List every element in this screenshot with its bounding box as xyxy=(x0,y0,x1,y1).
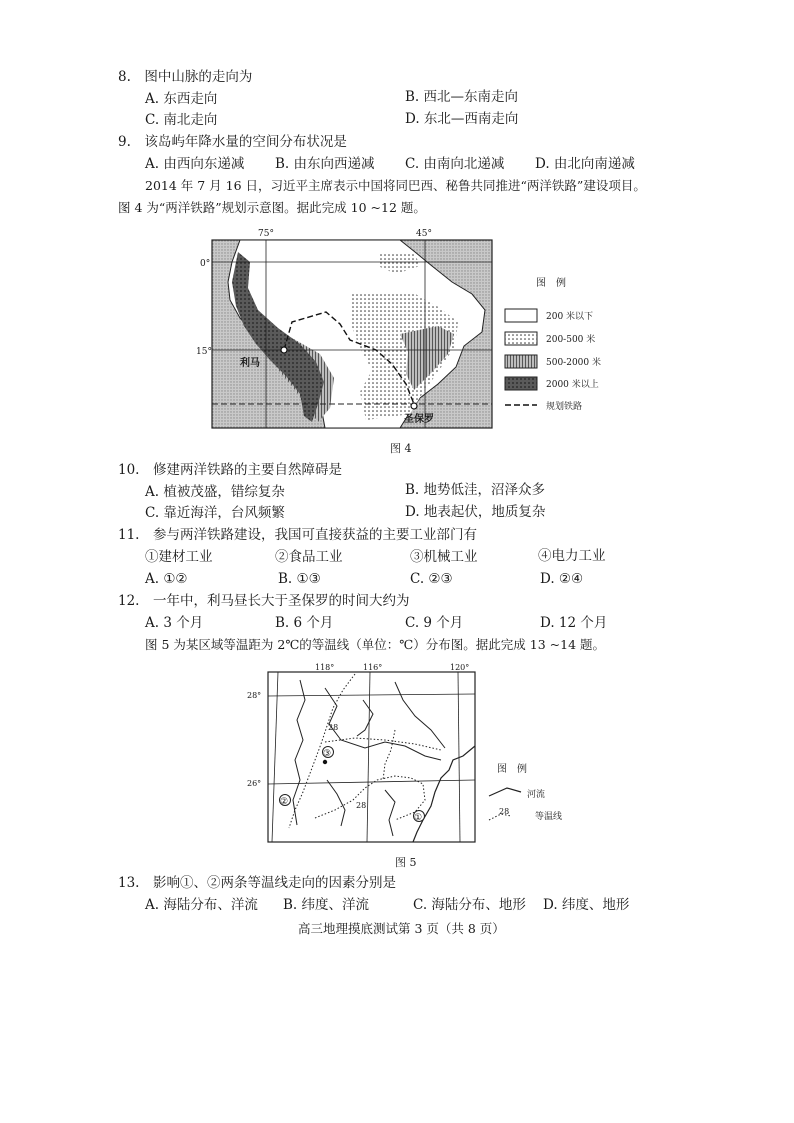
legend-railway: 规划铁路 xyxy=(546,402,583,412)
legend-above-2000: 2000 米以上 xyxy=(546,380,599,390)
q11-item-2: ②食品工业 xyxy=(275,549,343,565)
q13-option-a: A. 海陆分布、洋流 xyxy=(145,897,258,913)
q12-stem: 12. 一年中，利马昼长大于圣保罗的时间大约为 xyxy=(118,593,410,609)
label-lon-116: 116° xyxy=(363,663,383,672)
label-lon-75: 75° xyxy=(258,229,274,239)
intro-fig4-line1: 2014 年 7 月 16 日，习近平主席表示中国将同巴西、秘鲁共同推进“两洋铁路”建设项目。 xyxy=(145,178,646,193)
label-lon-120: 120° xyxy=(450,663,470,672)
q11-stem: 11. 参与两洋铁路建设，我国可直接获益的主要工业部门有 xyxy=(118,527,477,543)
q8-option-d: D. 东北—西南走向 xyxy=(405,111,519,127)
label-sao-paulo: 圣保罗 xyxy=(404,414,434,425)
iso-label-1: 28 xyxy=(328,723,339,732)
q12-option-b: B. 6 个月 xyxy=(275,615,334,631)
q11-item-3: ③机械工业 xyxy=(410,549,478,565)
q8-option-b: B. 西北—东南走向 xyxy=(405,89,519,105)
q8-stem: 8. 图中山脉的走向为 xyxy=(118,69,253,85)
label-lon-118: 118° xyxy=(315,663,335,672)
q10-stem: 10. 修建两洋铁路的主要自然障碍是 xyxy=(118,462,342,478)
page-footer: 高三地理摸底测试第 3 页（共 8 页） xyxy=(298,921,505,936)
q9-option-c: C. 由南向北递减 xyxy=(405,156,505,172)
sao-paulo-marker xyxy=(411,403,417,409)
figure-4-map xyxy=(196,222,640,457)
legend-isotherm: 等温线 xyxy=(535,812,563,822)
label-lat-0: 0° xyxy=(200,259,211,269)
legend-river: 河流 xyxy=(527,790,546,800)
legend-title: 图 例 xyxy=(536,278,566,289)
legend-500-2000: 500-2000 米 xyxy=(546,358,601,368)
q11-option-d: D. ②④ xyxy=(540,571,584,587)
figure-5-caption: 图 5 xyxy=(395,856,417,869)
marker-3: ③ xyxy=(323,749,332,759)
fig5-legend-title: 图 例 xyxy=(497,764,527,775)
lima-marker xyxy=(281,347,287,353)
q11-item-1: ①建材工业 xyxy=(145,549,213,565)
city-point xyxy=(323,760,327,764)
q8-option-c: C. 南北走向 xyxy=(145,112,218,128)
q11-option-c: C. ②③ xyxy=(410,571,453,587)
q12-option-a: A. 3 个月 xyxy=(145,615,204,631)
q10-option-b: B. 地势低洼，沼泽众多 xyxy=(405,482,546,498)
q12-option-c: C. 9 个月 xyxy=(405,615,464,631)
q8-option-a: A. 东西走向 xyxy=(145,91,218,107)
q10-option-c: C. 靠近海洋，台风频繁 xyxy=(145,505,285,521)
intro-fig5: 图 5 为某区域等温距为 2℃的等温线（单位：℃）分布图。据此完成 13 ~14 题。 xyxy=(145,637,605,652)
legend-below-200: 200 米以下 xyxy=(546,312,594,322)
marker-1: ① xyxy=(414,813,423,823)
q9-option-b: B. 由东向西递减 xyxy=(275,156,375,172)
q13-option-c: C. 海陆分布、地形 xyxy=(413,897,526,913)
label-lat-28: 28° xyxy=(247,691,262,700)
figure-5-map xyxy=(245,660,585,850)
q9-option-d: D. 由北向南递减 xyxy=(535,156,635,172)
legend-200-500: 200-500 米 xyxy=(546,335,596,345)
q9-option-a: A. 由西向东递减 xyxy=(145,156,245,172)
iso-label-2: 28 xyxy=(356,801,367,810)
q11-item-4: ④电力工业 xyxy=(538,548,606,564)
q13-option-b: B. 纬度、洋流 xyxy=(283,897,370,913)
label-lat-15: 15° xyxy=(196,347,212,357)
label-lat-26: 26° xyxy=(247,779,262,788)
marker-2: ② xyxy=(280,797,289,807)
q12-option-d: D. 12 个月 xyxy=(540,615,608,631)
q10-option-d: D. 地表起伏，地质复杂 xyxy=(405,504,546,520)
q11-option-b: B. ①③ xyxy=(278,571,321,587)
q13-option-d: D. 纬度、地形 xyxy=(543,897,630,913)
figure-4-caption: 图 4 xyxy=(390,442,412,455)
q10-option-a: A. 植被茂盛，错综复杂 xyxy=(145,484,285,500)
intro-fig4-line2: 图 4 为“两洋铁路”规划示意图。据此完成 10 ~12 题。 xyxy=(118,200,426,215)
legend-iso-sample-label: 28 xyxy=(499,807,510,816)
label-lon-45: 45° xyxy=(416,229,432,239)
legend-river-sample xyxy=(489,788,521,796)
label-lima: 利马 xyxy=(240,358,260,369)
q13-stem: 13. 影响①、②两条等温线走向的因素分别是 xyxy=(118,875,396,891)
q9-stem: 9. 该岛屿年降水量的空间分布状况是 xyxy=(118,134,347,150)
q11-option-a: A. ①② xyxy=(145,571,188,587)
